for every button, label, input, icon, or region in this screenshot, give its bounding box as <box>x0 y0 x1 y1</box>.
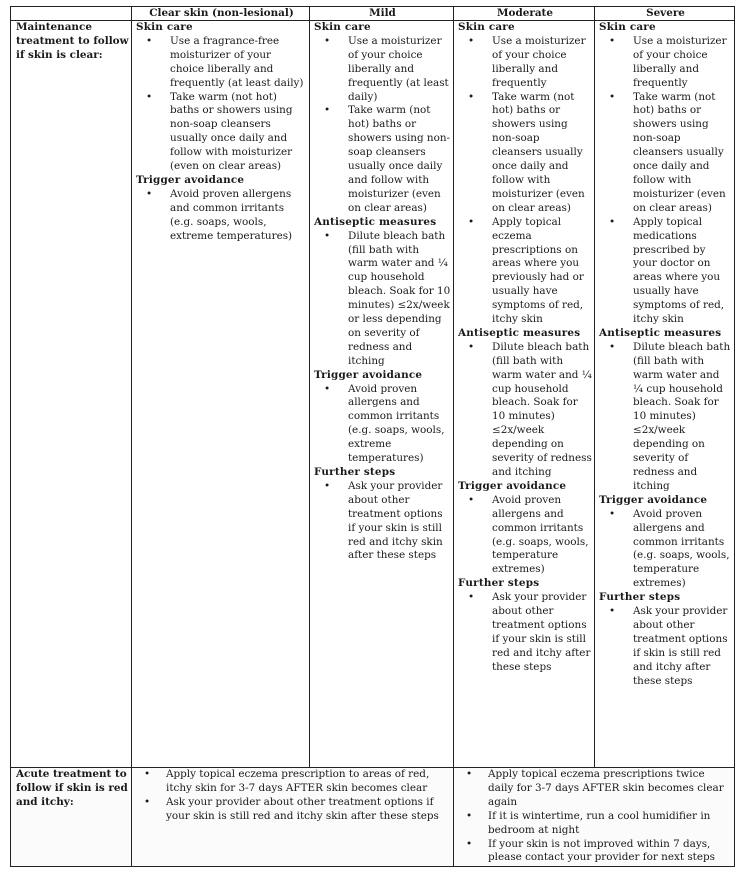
list-item: • Take warm (not hot) baths or showers using non-soap cleansers usually once daily and follow with moisturizer (even on clear areas) <box>458 91 592 216</box>
maintenance-row <box>11 21 735 768</box>
list-item: • If it is wintertime, run a cool humidifier in bedroom at night <box>458 810 732 838</box>
list-item: • Apply topical eczema prescription to areas of red, itchy skin for 3-7 days AFTER skin becomes clear <box>136 768 451 796</box>
acute-moderate-severe-cell <box>454 768 735 867</box>
section-heading: Antiseptic measures <box>314 215 437 228</box>
bullet-list <box>458 591 592 674</box>
section-heading: Skin care <box>136 21 193 33</box>
header-moderate: Moderate <box>454 7 595 21</box>
bullet-list <box>136 35 307 174</box>
list-item: • Dilute bleach bath (fill bath with warm water and ¼ cup household bleach. Soak for 10 minutes) ≤2x/week depending on severity of redness and itching <box>458 341 592 480</box>
bullet-list <box>314 230 451 369</box>
list-item: • Ask your provider about other treatment options if your skin is still red and itchy after these steps <box>458 591 592 674</box>
section-heading: Skin care <box>458 21 515 33</box>
list-item: • Use a fragrance-free moisturizer of your choice liberally and frequently (at least daily) <box>136 35 307 91</box>
header-corner <box>11 7 132 21</box>
maintenance-row-label: Maintenance treatment to follow if skin is clear: <box>11 21 132 768</box>
list-item: • Take warm (not hot) baths or showers using non-soap cleansers usually once daily and follow with moisturizer (even on clear areas) <box>599 91 732 216</box>
list-item: • Take warm (not hot) baths or showers using non-soap cleansers usually once daily and follow with moisturizer (even on clear areas) <box>136 91 307 174</box>
list-item: • Take warm (not hot) baths or showers using non-soap cleansers usually once daily and follow with moisturizer (even on clear areas) <box>314 104 451 215</box>
section-heading: Trigger avoidance <box>314 368 423 381</box>
bullet-list <box>314 480 451 563</box>
bullet-list <box>599 341 732 494</box>
section-heading: Trigger avoidance <box>136 173 245 186</box>
acute-clear-mild-cell <box>132 768 454 867</box>
header-severe: Severe <box>595 7 735 21</box>
bullet-list <box>136 768 451 824</box>
list-item: • Ask your provider about other treatment options if your skin is still red and itchy skin after these steps <box>314 480 451 563</box>
acute-row <box>11 768 735 867</box>
list-item: • If your skin is not improved within 7 days, please contact your provider for next steps <box>458 838 732 866</box>
section-heading: Skin care <box>314 21 371 33</box>
list-item: • Use a moisturizer of your choice liberally and frequently <box>599 35 732 91</box>
list-item: • Ask your provider about other treatment options if your skin is still red and itchy skin after these steps <box>136 796 451 824</box>
list-item: • Avoid proven allergens and common irritants (e.g. soaps, wools, extreme temperatures) <box>314 383 451 466</box>
section-heading: Trigger avoidance <box>458 479 567 492</box>
list-item: • Avoid proven allergens and common irritants (e.g. soaps, wools, temperature extremes) <box>458 494 592 577</box>
section-heading: Further steps <box>458 577 540 590</box>
section-heading: Antiseptic measures <box>458 326 581 339</box>
list-item: • Avoid proven allergens and common irritants (e.g. soaps, wools, extreme temperatures) <box>136 188 307 244</box>
list-item: • Avoid proven allergens and common irritants (e.g. soaps, wools, temperature extremes) <box>599 508 732 591</box>
header-row <box>11 7 735 21</box>
section-heading: Skin care <box>599 21 656 33</box>
list-item: • Apply topical eczema prescriptions twice daily for 3-7 days AFTER skin becomes clear again <box>458 768 732 810</box>
bullet-list <box>599 508 732 591</box>
section-heading: Trigger avoidance <box>599 493 708 506</box>
bullet-list <box>599 605 732 688</box>
severe-cell <box>595 21 735 768</box>
list-item: • Apply topical medications prescribed by your doctor on areas where you usually have symptoms of red, itchy skin <box>599 216 732 327</box>
header-clear-skin: Clear skin (non-lesional) <box>132 7 310 21</box>
list-item: • Apply topical eczema prescriptions on areas where you previously had or usually have symptoms of red, itchy skin <box>458 216 592 327</box>
moderate-cell <box>454 21 595 768</box>
section-heading: Antiseptic measures <box>599 326 722 339</box>
list-item: • Dilute bleach bath (fill bath with warm water and ¼ cup household bleach. Soak for 10 minutes) ≤2x/week depending on severity of redness and itching <box>599 341 732 494</box>
acute-row-label: Acute treatment to follow if skin is red and itchy: <box>11 768 132 867</box>
section-heading: Further steps <box>599 591 681 604</box>
list-item: • Use a moisturizer of your choice liberally and frequently <box>458 35 592 91</box>
list-item: • Use a moisturizer of your choice liberally and frequently (at least daily) <box>314 35 451 105</box>
bullet-list <box>458 35 592 327</box>
bullet-list <box>458 494 592 577</box>
eczema-action-plan-table <box>10 6 735 867</box>
bullet-list <box>314 35 451 216</box>
mild-cell <box>310 21 454 768</box>
header-mild: Mild <box>310 7 454 21</box>
list-item: • Ask your provider about other treatment options if skin is still red and itchy after these steps <box>599 605 732 688</box>
section-heading: Further steps <box>314 466 396 478</box>
list-item: • Dilute bleach bath (fill bath with warm water and ¼ cup household bleach. Soak for 10 minutes) ≤2x/week or less depending on severity of redness and itching <box>314 230 451 369</box>
bullet-list <box>458 768 732 865</box>
bullet-list <box>314 383 451 466</box>
bullet-list <box>599 35 732 327</box>
bullet-list <box>136 188 307 244</box>
bullet-list <box>458 341 592 480</box>
clear-skin-cell <box>132 21 310 768</box>
